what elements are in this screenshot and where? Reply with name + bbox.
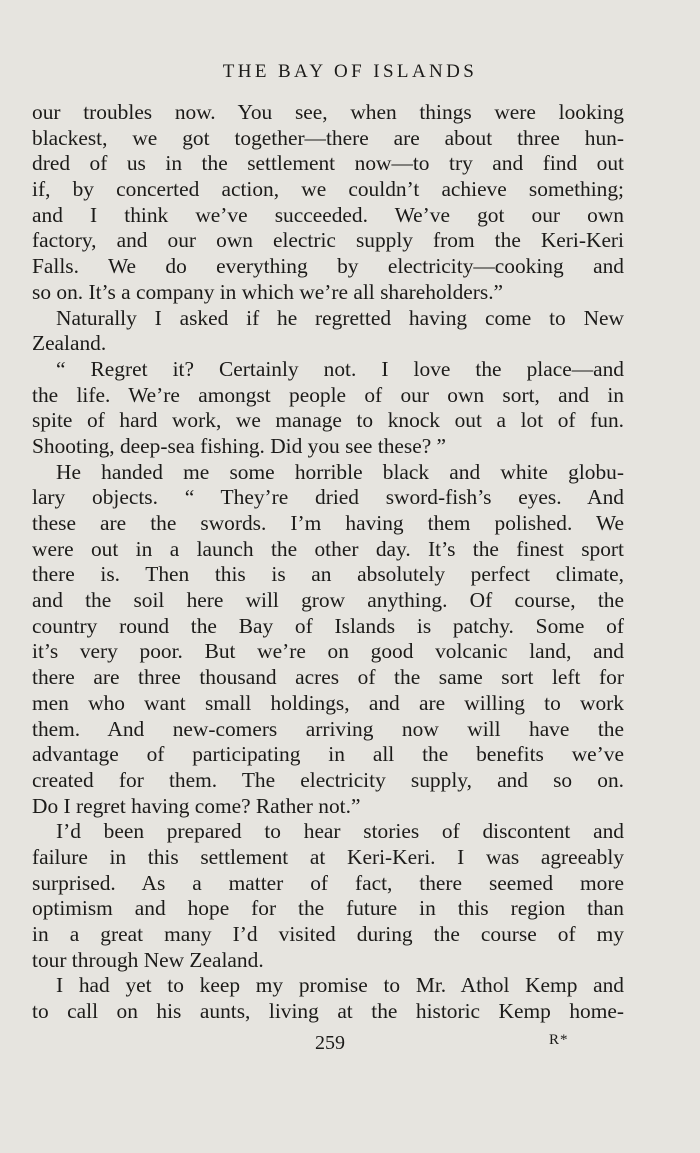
text-line: to call on his aunts, living at the historic Kemp home- bbox=[32, 999, 624, 1024]
text-line: dred of us in the settlement now—to try and find out bbox=[32, 151, 624, 176]
text-line: “ Regret it? Certainly not. I love the place—and bbox=[56, 356, 624, 381]
text-line: in a great many I’d visited during the course of my bbox=[32, 922, 624, 946]
text-line: Falls. We do everything by electricity—cooking and bbox=[32, 254, 624, 279]
text-line: them. And new-comers arriving now will have the bbox=[32, 716, 624, 741]
text-line: our troubles now. You see, when things were looking bbox=[32, 100, 624, 124]
text-line: tour through New Zealand. bbox=[32, 947, 264, 972]
text-line: optimism and hope for the future in this region than bbox=[32, 896, 624, 921]
text-line: failure in this settlement at Keri-Keri. I was agreeably bbox=[32, 844, 624, 869]
text-line: there are three thousand acres of the same sort left for bbox=[32, 665, 624, 690]
text-line: men who want small holdings, and are willing to work bbox=[32, 690, 624, 715]
text-line: Naturally I asked if he regretted having come to New bbox=[56, 305, 624, 330]
text-line: Shooting, deep-sea fishing. Did you see these? ” bbox=[32, 433, 447, 458]
body-text bbox=[32, 100, 624, 1025]
text-line: surprised. As a matter of fact, there seemed more bbox=[32, 870, 624, 895]
text-line: were out in a launch the other day. It’s the finest sport bbox=[32, 536, 624, 561]
text-line: it’s very poor. But we’re on good volcanic land, and bbox=[32, 639, 624, 664]
signature-mark: R* bbox=[549, 1032, 569, 1048]
text-line: and the soil here will grow anything. Of course, the bbox=[32, 588, 624, 613]
text-line: Do I regret having come? Rather not.” bbox=[32, 793, 361, 818]
running-header: THE BAY OF ISLANDS bbox=[222, 61, 478, 82]
text-line: so on. It’s a company in which we’re all shareholders.” bbox=[32, 279, 504, 304]
text-line: I’d been prepared to hear stories of discontent and bbox=[56, 819, 624, 844]
text-line: Zealand. bbox=[32, 331, 107, 356]
text-line: created for them. The electricity supply, and so on. bbox=[32, 767, 624, 792]
text-line: there is. Then this is an absolutely perfect climate, bbox=[32, 562, 624, 587]
text-line: factory, and our own electric supply from the Keri-Keri bbox=[32, 228, 624, 253]
text-line: I had yet to keep my promise to Mr. Athol Kemp and bbox=[56, 973, 624, 998]
text-line: if, by concerted action, we couldn’t achieve something; bbox=[32, 177, 624, 202]
text-line: spite of hard work, we manage to knock out a lot of fun. bbox=[32, 408, 624, 433]
text-line: the life. We’re amongst people of our own sort, and in bbox=[32, 382, 624, 407]
text-line: country round the Bay of Islands is patchy. Some of bbox=[32, 613, 624, 638]
text-line: blackest, we got together—there are about three hun- bbox=[32, 125, 624, 150]
text-line: these are the swords. I’m having them polished. We bbox=[32, 511, 624, 535]
text-line: and I think we’ve succeeded. We’ve got our own bbox=[32, 202, 624, 227]
text-line: He handed me some horrible black and white globu- bbox=[56, 459, 624, 484]
text-line: lary objects. “ They’re dried sword-fish’s eyes. And bbox=[32, 485, 624, 510]
text-line: advantage of participating in all the benefits we’ve bbox=[32, 742, 624, 767]
page-number: 259 bbox=[315, 1032, 345, 1054]
